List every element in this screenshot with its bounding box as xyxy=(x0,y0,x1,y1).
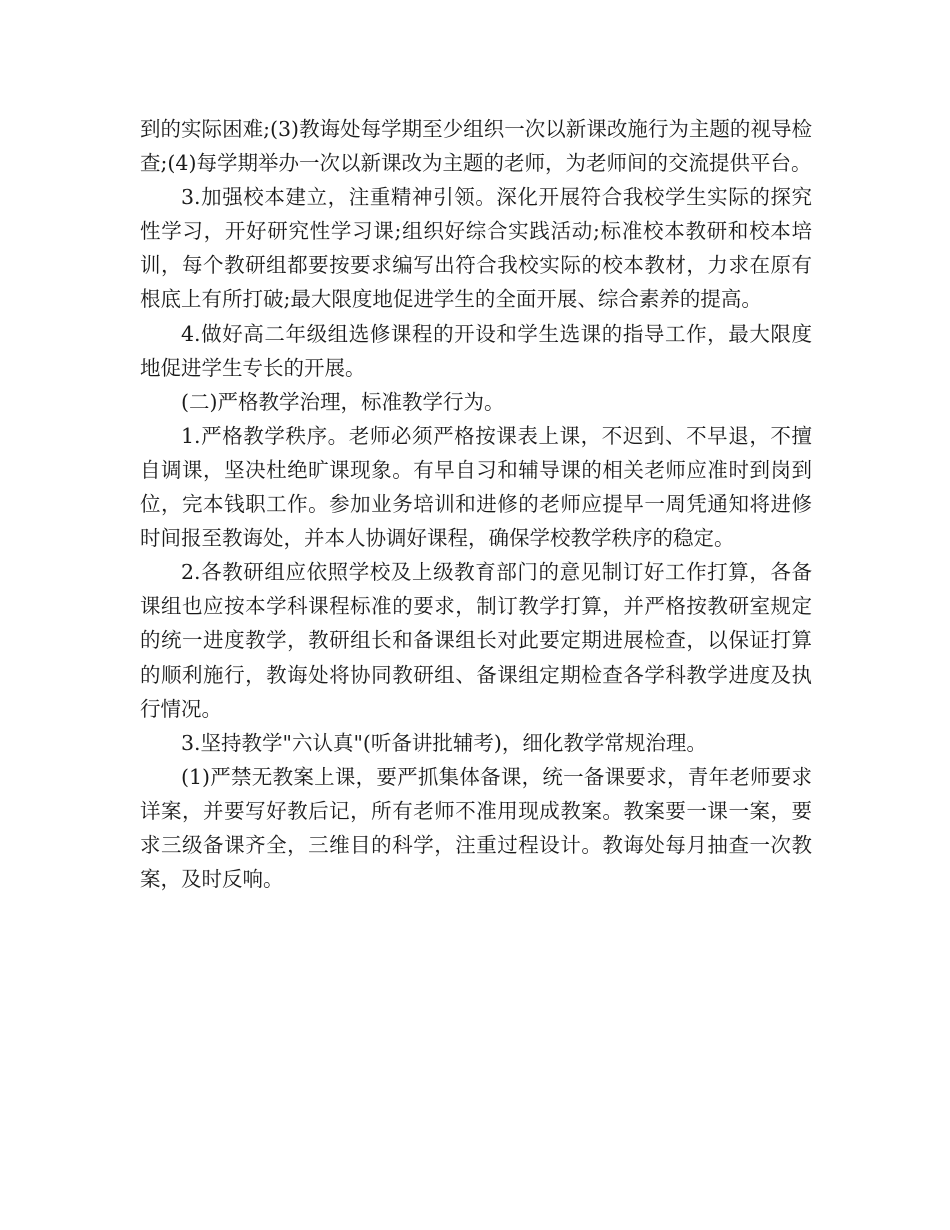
paragraph-5: 2.各教研组应依照学校及上级教育部门的意见制订好工作打算，各备课组也应按本学科课程标准的要求，制订教学打算，并严格按教研室规定的统一进度教学，教研组长和备课组长对此要定期进展检查，以保证打算的顺利施行，教诲处将协同教研组、备课组定期检查各学科教学进度及执行情况。 xyxy=(140,560,812,721)
section-heading-2: (二)严格教学治理，标准教学行为。 xyxy=(181,389,505,414)
paragraph-6: 3.坚持教学"六认真"(听备讲批辅考)，细化教学常规治理。 xyxy=(181,730,707,755)
paragraph-3: 4.做好高二年级组选修课程的开设和学生选课的指导工作，最大限度地促进学生专长的开展。 xyxy=(140,321,812,380)
paragraph-1: 到的实际困难;(3)教诲处每学期至少组织一次以新课改施行为主题的视导检查;(4)每学期举办一次以新课改为主题的老师，为老师间的交流提供平台。 xyxy=(140,117,812,176)
paragraph-7: (1)严禁无教案上课，要严抓集体备课，统一备课要求，青年老师要求详案，并要写好教后记，所有老师不准用现成教案。教案要一课一案，要求三级备课齐全，三维目的科学，注重过程设计。教诲处每月抽查一次教案，及时反响。 xyxy=(140,764,812,892)
paragraph-2: 3.加强校本建立，注重精神引领。深化开展符合我校学生实际的探究性学习，开好研究性学习课;组织好综合实践活动;标准校本教研和校本培训，每个教研组都要按要求编写出符合我校实际的校本教材，力求在原有根底上有所打破;最大限度地促进学生的全面开展、综合素养的提高。 xyxy=(140,185,812,312)
document-body xyxy=(140,112,812,896)
paragraph-4: 1.严格教学秩序。老师必须严格按课表上课，不迟到、不早退，不擅自调课，坚决杜绝旷课现象。有早自习和辅导课的相关老师应准时到岗到位，完本钱职工作。参加业务培训和进修的老师应提早一周凭通知将进修时间报至教诲处，并本人协调好课程，确保学校教学秩序的稳定。 xyxy=(140,423,812,551)
